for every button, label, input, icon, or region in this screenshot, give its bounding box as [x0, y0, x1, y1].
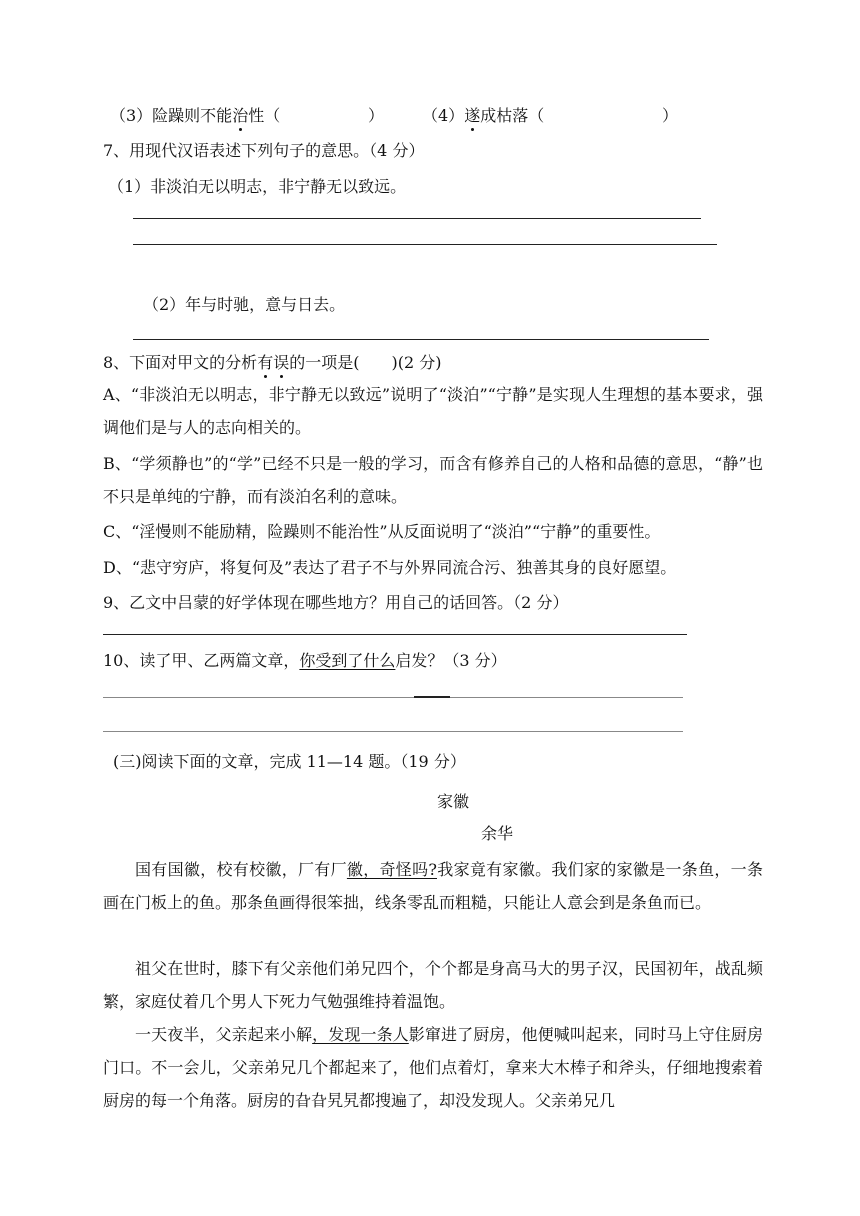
q8-option-a: A、“非淡泊无以明志，非宁静无以致远”说明了“淡泊”“宁静”是实现人生理想的基本要求，强调他们是与人的志向相关的。: [103, 385, 763, 437]
q6-item4: （4）遂成枯落（: [422, 103, 544, 126]
q7-sentence-2: （2）年与时驰，意与日去。: [143, 295, 346, 314]
section-heading: (三)阅读下面的文章，完成 11—14 题。（19 分）: [113, 752, 466, 771]
answer-line[interactable]: [103, 634, 687, 635]
q10-stem: 10、读了甲、乙两篇文章，你受到了什么启发？（3 分）: [103, 651, 507, 670]
article-paragraph: 国有国徽，校有校徽，厂有厂徽，奇怪吗?我家竟有家徽。我们家的家徽是一条鱼，一条画在门板上的鱼。那条鱼画得很笨拙，线条零乱而粗糙，只能让人意会到是条鱼而已。: [103, 860, 763, 912]
answer-line[interactable]: [103, 731, 683, 732]
article-paragraph: 一天夜半，父亲起来小解，发现一条人影窜进了厨房，他便喊叫起来，同时马上守住厨房门口。不一会儿，父亲弟兄几个都起来了，他们点着灯，拿来大木棒子和斧头，仔细地搜索着厨房的每一个角落。厨房的旮旮旯旯都搜遍了，却没发现人。父亲弟兄几: [103, 1025, 763, 1110]
q8-option-d: D、“悲守穷庐，将复何及”表达了君子不与外界同流合污、独善其身的良好愿望。: [103, 558, 677, 577]
q9-stem: 9、乙文中吕蒙的好学体现在哪些地方？用自己的话回答。（2 分）: [103, 593, 569, 612]
answer-line[interactable]: [133, 339, 709, 340]
article-author: 余华: [481, 824, 514, 843]
q8-option-c: C、“淫慢则不能励精，险躁则不能治性”从反面说明了“淡泊”“宁静”的重要性。: [103, 522, 661, 541]
q6-item3-close-paren: ）: [368, 106, 385, 125]
q8-option-b: B、“学须静也”的“学”已经不只是一般的学习，而含有修养自己的人格和品德的意思，“静”也不只是单纯的宁静，而有淡泊名利的意味。: [103, 454, 763, 506]
q7-sentence-1: （1）非淡泊无以明志，非宁静无以致远。: [108, 177, 407, 196]
article-paragraph: 祖父在世时，膝下有父亲他们弟兄四个，个个都是身高马大的男子汉，民国初年，战乱频繁，家庭仗着几个男人下死力气勉强维持着温饱。: [103, 959, 763, 1011]
answer-line[interactable]: [133, 218, 701, 219]
q8-stem: 8、下面对甲文的分析有误的一项是( )(2 分): [103, 350, 441, 373]
article-title: 家徽: [437, 792, 470, 811]
answer-line[interactable]: [103, 697, 683, 698]
q6-item4-close-paren: ）: [662, 106, 679, 125]
answer-line[interactable]: [133, 244, 717, 245]
answer-line-mark: [414, 696, 450, 698]
q7-stem: 7、用现代汉语表述下列句子的意思。（4 分）: [103, 141, 425, 160]
q6-item3: （3）险躁则不能治性（: [110, 103, 280, 126]
